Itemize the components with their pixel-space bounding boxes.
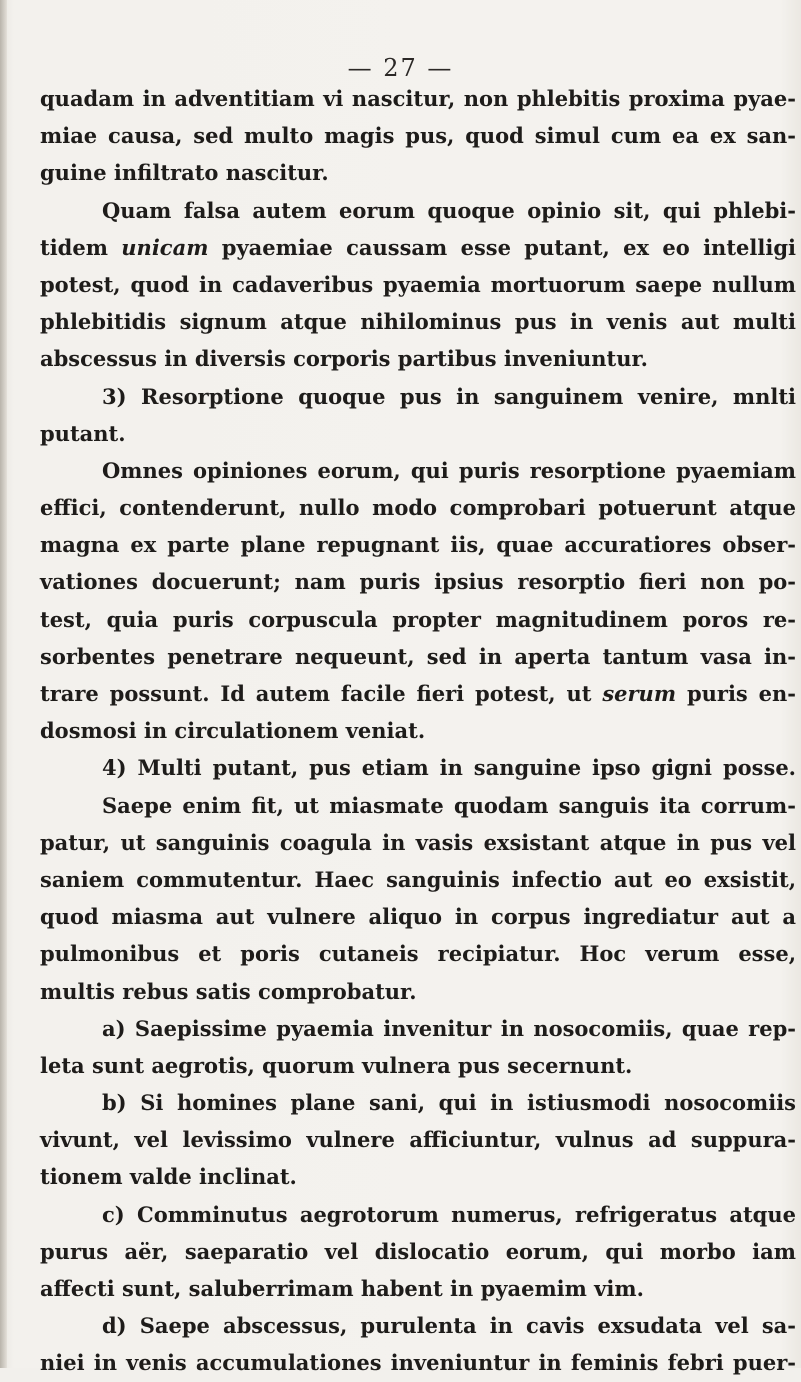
- text-line: leta sunt aegrotis, quorum vulnera pus secernunt.: [40, 1052, 633, 1078]
- body-text: [40, 80, 796, 1382]
- text-line: effici, contenderunt, nullo modo comprobari potuerunt atque: [40, 495, 796, 521]
- text-line: test, quia puris corpuscula propter magnitudinem poros re-: [40, 606, 796, 632]
- text-line: saniem commutentur. Haec sanguinis infectio aut eo exsistit,: [40, 866, 796, 892]
- text-line: [40, 675, 796, 712]
- emphasis-unicam: unicam: [121, 234, 209, 260]
- text-line: dosmosi in circulationem veniat.: [40, 718, 426, 744]
- page-number: — 27 —: [347, 54, 454, 82]
- text-line: miae causa, sed multo magis pus, quod simul cum ea ex san-: [40, 123, 796, 149]
- text-line: abscessus in diversis corporis partibus inveniuntur.: [40, 346, 648, 372]
- text-line: Omnes opiniones eorum, qui puris resorptione pyaemiam: [102, 457, 796, 483]
- text-line: c) Comminutus aegrotorum numerus, refrigeratus atque: [102, 1201, 796, 1227]
- text-line: phlebitidis signum atque nihilominus pus in venis aut multi: [40, 309, 796, 335]
- text-span: puris en-: [676, 681, 796, 706]
- text-line: purus aër, saeparatio vel dislocatio eorum, qui morbo iam: [40, 1238, 796, 1264]
- text-line: quadam in adventitiam vi nascitur, non phlebitis proxima pyae-: [40, 86, 796, 111]
- text-line: affecti sunt, saluberrimam habent in pyaemim vim.: [40, 1276, 644, 1301]
- text-line: 3) Resorptione quoque pus in sanguinem venire, mnlti: [102, 383, 796, 409]
- text-line: d) Saepe abscessus, purulenta in cavis exsudata vel sa-: [102, 1313, 796, 1339]
- text-line: patur, ut sanguinis coagula in vasis exsistant atque in pus vel: [40, 829, 796, 855]
- book-spine-edge: [0, 0, 7, 1368]
- text-line: Saepe enim fit, ut miasmate quodam sanguis ita corrum-: [102, 792, 796, 818]
- text-line: vivunt, vel levissimo vulnere afficiuntur, vulnus ad suppura-: [40, 1127, 796, 1153]
- text-line: [40, 229, 796, 266]
- text-line: a) Saepissime pyaemia invenitur in nosocomiis, quae rep-: [102, 1015, 796, 1041]
- text-line: guine infiltrato nascitur.: [40, 160, 329, 186]
- text-line: putant.: [40, 420, 126, 446]
- text-line: vationes docuerunt; nam puris ipsius resorptio fieri non po-: [40, 569, 796, 595]
- text-line: niei in venis accumulationes inveniuntur in feminis febri puer-: [40, 1350, 796, 1376]
- text-line: potest, quod in cadaveribus pyaemia mortuorum saepe nullum: [40, 271, 796, 297]
- text-line: sorbentes penetrare nequeunt, sed in aperta tantum vasa in-: [40, 643, 796, 669]
- text-line: tionem valde inclinat.: [40, 1164, 297, 1190]
- text-line: pulmonibus et poris cutaneis recipiatur. Hoc verum esse,: [40, 941, 796, 967]
- text-span: pyaemiae caussam esse putant, ex eo intelligi: [208, 234, 796, 260]
- text-line: 4) Multi putant, pus etiam in sanguine ipso gigni posse.: [102, 755, 796, 781]
- text-line: Quam falsa autem eorum quoque opinio sit, qui phlebi-: [102, 197, 796, 223]
- text-line: multis rebus satis comprobatur.: [40, 978, 417, 1004]
- text-span: trare possunt. Id autem facile fieri potest, ut: [40, 681, 603, 706]
- text-line: b) Si homines plane sani, qui in istiusmodi nosocomiis: [102, 1090, 796, 1116]
- text-span: tidem: [40, 234, 122, 260]
- emphasis-serum: serum: [602, 681, 677, 706]
- text-line: magna ex parte plane repugnant iis, quae accuratiores obser-: [40, 532, 796, 558]
- text-line: quod miasma aut vulnere aliquo in corpus ingrediatur aut a: [40, 904, 796, 930]
